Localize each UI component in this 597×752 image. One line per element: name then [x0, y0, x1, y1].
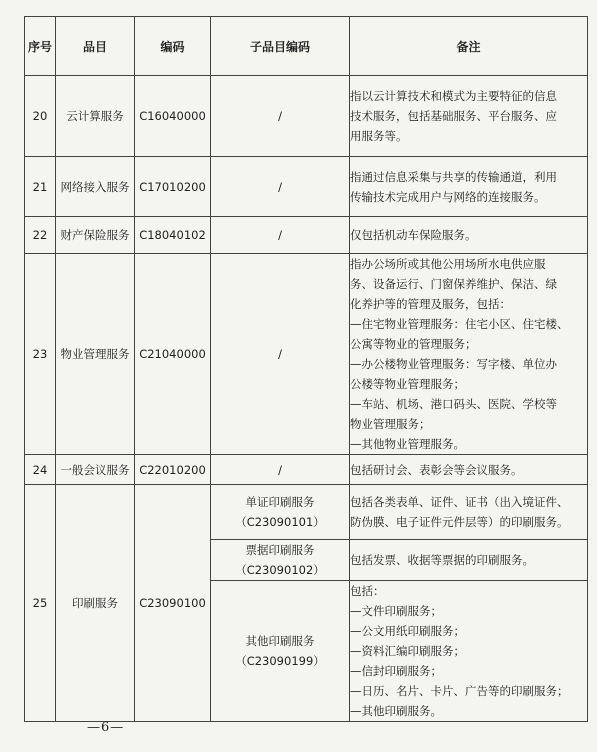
header-item: 品目 — [56, 17, 135, 76]
header-seq: 序号 — [25, 17, 56, 76]
table-row — [25, 76, 588, 157]
note-line: 指以云计算技术和模式为主要特征的信息 — [350, 89, 557, 103]
row-note — [350, 254, 588, 455]
row-item: 物业管理服务 — [56, 254, 135, 455]
row-note — [350, 217, 588, 254]
note-line: 化养护等的管理及服务，包括： — [350, 297, 511, 311]
note-line: 包括各类表单、证件、证书（出入境证件、 — [350, 495, 569, 509]
note-line: 传输技术完成用户与网络的连接服务。 — [350, 189, 546, 204]
header-note: 备注 — [350, 17, 588, 76]
row-code: C18040102 — [135, 217, 211, 254]
row-code: C17010200 — [135, 157, 211, 217]
note-line: —其他物业管理服务。 — [350, 437, 465, 451]
note-line: —资料汇编印刷服务； — [350, 644, 465, 658]
note-line: 包括研讨会、表彰会等会议服务。 — [350, 462, 523, 477]
note-line: 指办公场所或其他公用场所水电供应服 — [350, 257, 546, 271]
sub-item-name: 其他印刷服务 — [245, 634, 315, 648]
sub-item-name: 单证印刷服务 — [245, 495, 315, 509]
row-item: 财产保险服务 — [56, 217, 135, 254]
row-seq: 25 — [25, 485, 56, 722]
row-sub-code: / — [211, 157, 350, 217]
row-seq: 23 — [25, 254, 56, 455]
sub-item-code: （C23090199） — [235, 654, 325, 668]
row-note — [350, 581, 588, 722]
note-line: 公楼等物业管理服务； — [350, 377, 465, 391]
table-row — [25, 485, 588, 540]
note-line: 指通过信息采集与共享的传输通道，利用 — [350, 169, 557, 184]
note-line: —信封印刷服务； — [350, 664, 442, 678]
table-row — [25, 254, 588, 455]
row-item: 云计算服务 — [56, 76, 135, 157]
note-line: 包括发票、收据等票据的印刷服务。 — [350, 553, 534, 567]
note-line: 用服务等。 — [350, 129, 408, 143]
note-line: 防伪膜、电子证件元件层等）的印刷服务。 — [350, 515, 569, 529]
row-sub-code: / — [211, 217, 350, 254]
catalog-table — [24, 16, 588, 722]
note-line: —日历、名片、卡片、广告等的印刷服务； — [350, 684, 569, 698]
table-row — [25, 455, 588, 485]
row-seq: 22 — [25, 217, 56, 254]
header-sub-code: 子品目编码 — [211, 17, 350, 76]
sub-item-code: （C23090102） — [235, 563, 325, 577]
note-line: 包括： — [350, 584, 385, 598]
row-seq: 20 — [25, 76, 56, 157]
header-code: 编码 — [135, 17, 211, 76]
note-line: —公文用纸印刷服务； — [350, 624, 465, 638]
row-code: C16040000 — [135, 76, 211, 157]
row-note — [350, 76, 588, 157]
row-sub-code: / — [211, 254, 350, 455]
note-line: —办公楼物业管理服务：写字楼、单位办 — [350, 357, 557, 371]
table-row — [25, 217, 588, 254]
note-line: —其他印刷服务。 — [350, 704, 442, 718]
note-line: —住宅物业管理服务：住宅小区、住宅楼、 — [350, 317, 569, 331]
table-row — [25, 157, 588, 217]
row-note — [350, 540, 588, 581]
row-code: C22010200 — [135, 455, 211, 485]
row-seq: 21 — [25, 157, 56, 217]
row-note — [350, 157, 588, 217]
row-note — [350, 455, 588, 485]
row-sub-code: / — [211, 76, 350, 157]
note-line: —车站、机场、港口码头、医院、学校等 — [350, 397, 557, 411]
note-line: 技术服务，包括基础服务、平台服务、应 — [350, 109, 557, 123]
note-line: 物业管理服务； — [350, 417, 431, 431]
page-number: —6— — [87, 720, 125, 735]
row-note — [350, 485, 588, 540]
row-seq: 24 — [25, 455, 56, 485]
note-line: 务、设备运行、门窗保养维护、保洁、绿 — [350, 277, 557, 291]
note-line: —文件印刷服务； — [350, 604, 442, 618]
note-line: 仅包括机动车保险服务。 — [350, 228, 477, 242]
row-code: C21040000 — [135, 254, 211, 455]
row-item: 印刷服务 — [56, 485, 135, 722]
sub-item-name: 票据印刷服务 — [245, 543, 315, 557]
note-line: 公寓等物业的管理服务； — [350, 337, 477, 351]
sub-item — [211, 540, 350, 581]
row-item: 网络接入服务 — [56, 157, 135, 217]
sub-item — [211, 485, 350, 540]
row-sub-code: / — [211, 455, 350, 485]
sub-item-code: （C23090101） — [235, 515, 325, 529]
sub-item — [211, 581, 350, 722]
row-code: C23090100 — [135, 485, 211, 722]
header-row — [25, 17, 588, 76]
row-item: 一般会议服务 — [56, 455, 135, 485]
